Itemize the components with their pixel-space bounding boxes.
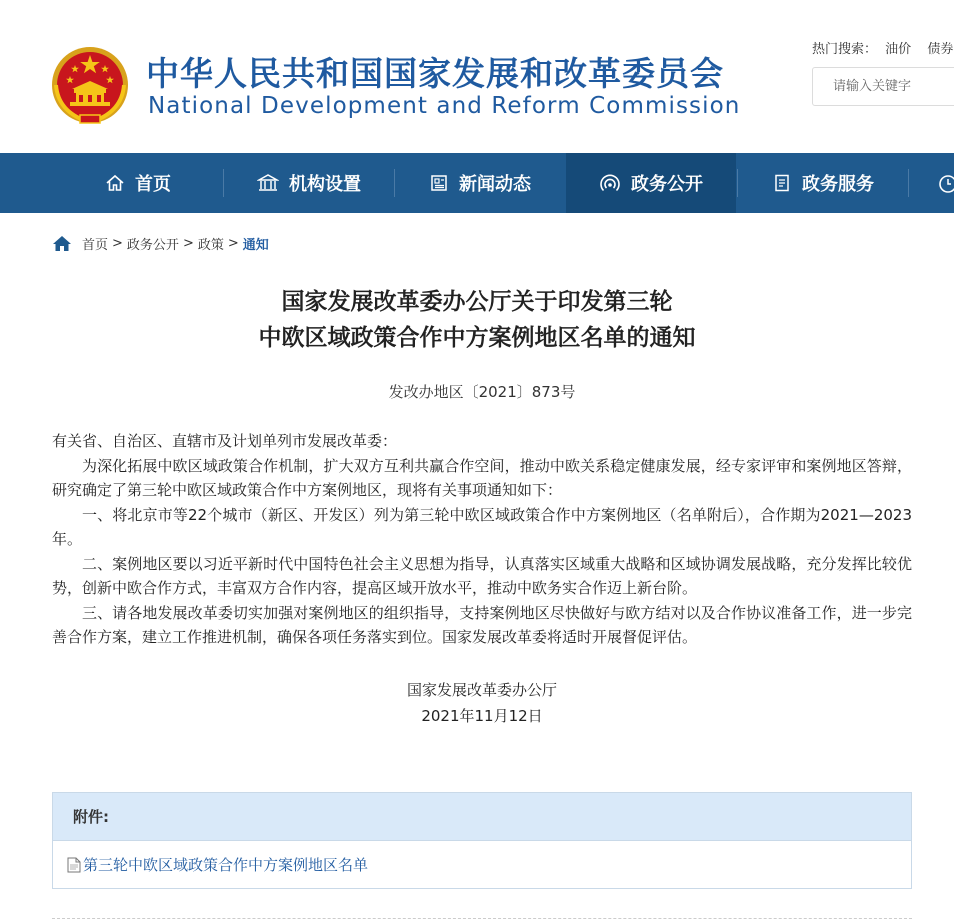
paragraph: 为深化拓展中欧区域政策合作机制，扩大双方互利共赢合作空间，推动中欧关系稳定健康发展，经专家评审和案例地区答辩，研究确定了第三轮中欧区域政策合作中方案例地区，现将有关事项通知如下： — [52, 456, 912, 499]
salutation: 有关省、自治区、直辖市及计划单列市发展改革委： — [52, 432, 398, 450]
news-icon — [429, 173, 449, 193]
national-emblem-icon[interactable] — [50, 45, 130, 127]
nav-item-gov-affairs[interactable] — [566, 153, 736, 213]
breadcrumb — [52, 233, 269, 253]
service-doc-icon — [772, 173, 792, 193]
bottom-divider — [52, 918, 912, 919]
attachment-link[interactable]: 第三轮中欧区域政策合作中方案例地区名单 — [83, 856, 369, 874]
nav-item-news[interactable] — [395, 153, 565, 213]
document-number: 发改办地区〔2021〕873号 — [388, 383, 576, 401]
article-title-line1: 国家发展改革委办公厅关于印发第三轮 — [281, 289, 673, 315]
broadcast-icon — [599, 173, 621, 193]
paragraph: 三、请各地发展改革委切实加强对案例地区的组织指导，支持案例地区尽快做好与欧方结对以及合作协议准备工作，进一步完善合作方案，建立工作推进机制，确保各项任务落实到位。国家发展改革委将适时开展督促评估。 — [52, 603, 912, 646]
paragraph: 二、案例地区要以习近平新时代中国特色社会主义思想为指导，认真落实区域重大战略和区域协调发展战略，充分发挥比较优势，创新中欧合作方式，丰富双方合作内容，提高区域开放水平，推动中欧务实合作迈上新台阶。 — [52, 554, 912, 597]
breadcrumb-policy[interactable]: 政策 — [197, 237, 224, 253]
search-input[interactable] — [813, 68, 954, 105]
nav-item-home[interactable] — [53, 153, 223, 213]
article-body — [52, 429, 912, 650]
breadcrumb-separator: > — [112, 235, 123, 251]
document-file-icon — [67, 857, 81, 873]
attachment-item — [53, 841, 911, 888]
breadcrumb-current[interactable]: 通知 — [242, 237, 269, 253]
paragraph: 一、将北京市等22个城市（新区、开发区）列为第三轮中欧区域政策合作中方案例地区（名单附后），合作期为2021—2023年。 — [52, 505, 912, 548]
institution-icon — [257, 173, 279, 193]
nav-label-news: 新闻动态 — [459, 174, 531, 195]
attachment-header: 附件: — [53, 793, 911, 841]
search-box — [812, 67, 954, 106]
site-title-en[interactable]: National Development and Reform Commission — [148, 93, 741, 119]
breadcrumb-home[interactable]: 首页 — [82, 237, 109, 253]
clock-icon[interactable] — [938, 174, 954, 194]
hot-search-term-oil-price[interactable]: 油价 — [885, 42, 912, 57]
main-nav — [0, 153, 954, 213]
hot-search-term-bonds[interactable]: 债券 — [927, 42, 954, 57]
site-title-cn[interactable]: 中华人民共和国国家发展和改革委员会 — [146, 54, 724, 93]
breadcrumb-home-icon[interactable] — [52, 235, 72, 252]
nav-label-institution: 机构设置 — [289, 174, 361, 195]
home-icon — [105, 173, 125, 193]
nav-item-gov-service[interactable] — [738, 153, 908, 213]
hot-search — [812, 42, 954, 58]
nav-label-home: 首页 — [135, 174, 171, 195]
breadcrumb-separator: > — [227, 235, 239, 251]
breadcrumb-separator: > — [182, 235, 194, 251]
breadcrumb-gov-affairs[interactable]: 政务公开 — [126, 237, 179, 253]
site-header — [0, 0, 954, 153]
nav-divider — [908, 169, 909, 197]
nav-label-gov-service: 政务服务 — [802, 174, 874, 195]
article-title-line2: 中欧区域政策合作中方案例地区名单的通知 — [258, 325, 696, 351]
attachment-box — [52, 792, 912, 889]
signature-date: 2021年11月12日 — [421, 707, 543, 725]
nav-label-gov-affairs: 政务公开 — [631, 174, 703, 195]
nav-item-institution[interactable] — [224, 153, 394, 213]
signature-org: 国家发展改革委办公厅 — [406, 681, 557, 699]
hot-search-label: 热门搜索： — [812, 42, 878, 57]
